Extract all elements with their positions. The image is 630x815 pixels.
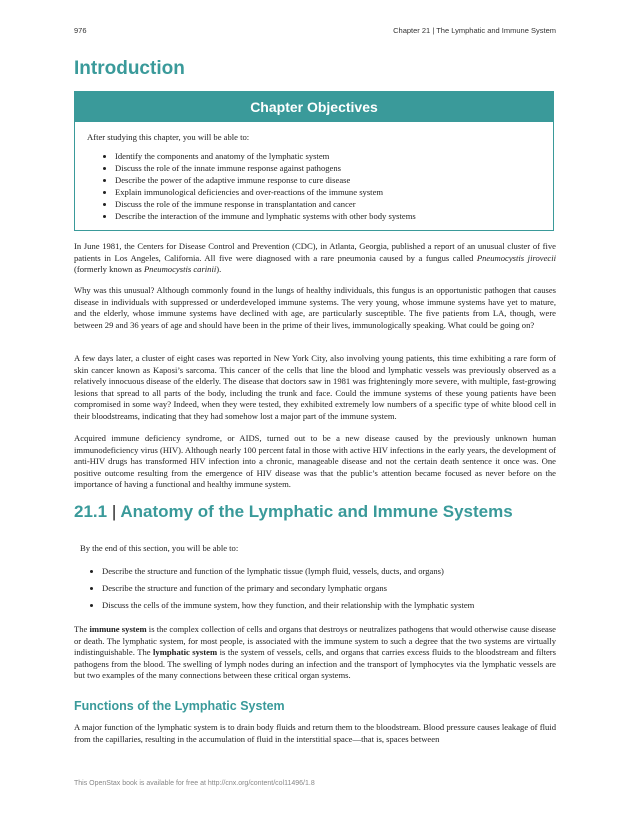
paragraph-immune-system: [74, 624, 556, 682]
goals-lead: By the end of this section, you will be able to:: [80, 543, 239, 553]
objective-item: • Describe the interaction of the immune and lymphatic systems with other body systems: [115, 211, 416, 223]
chapter-title: Chapter 21 | The Lymphatic and Immune System: [393, 26, 556, 35]
paragraph-text: ).: [216, 264, 222, 274]
chapter-objectives-box: [74, 91, 554, 231]
key-term: immune system: [89, 624, 147, 634]
subsection-heading: Functions of the Lymphatic System: [74, 699, 285, 713]
section-learning-goals: [80, 543, 550, 614]
goal-item: • Describe the structure and function of the primary and secondary lymphatic organs: [102, 580, 550, 597]
paragraph-why-unusual: Why was this unusual? Although commonly found in the lungs of healthy individuals, this fungus is an opportunistic pathogen that causes disease in individuals with suppressed or underdeveloped immune systems. The very young, whose immune systems have yet to mature, and the elderly, whose immune systems have declined with age, are particularly susceptible. The five patients from LA, though, were between 29 and 36 years of age and should have been in the prime of their lives, immunologically speaking. What could be going on?: [74, 285, 556, 330]
paragraph-aids: Acquired immune deficiency syndrome, or AIDS, turned out to be a new disease caused by the previously unknown human immunodeficiency virus (HIV). Although nearly 100 percent fatal in those with active HIV infections in the early years, the development of anti-HIV drugs has transformed HIV infection into a chronic, manageable disease and not the certain death sentence it once was. One positive outcome resulting from the emergence of HIV disease was that the public’s attention became focused as never before on the importance of having a functional and healthy immune system.: [74, 433, 556, 489]
goal-item: • Discuss the cells of the immune system, how they function, and their relationship with the lymphatic system: [102, 597, 550, 614]
key-term: lymphatic system: [153, 647, 218, 657]
section-title: Anatomy of the Lymphatic and Immune Systems: [120, 502, 513, 521]
paragraph-kaposi: A few days later, a cluster of eight cases was reported in New York City, also involving young patients, this time exhibiting a rare form of skin cancer known as Kaposi’s sarcoma. This cancer of the cells that line the blood and lymphatic vessels was previously observed as a relatively innocuous disease of the elderly. The disease that doctors saw in 1981 was frighteningly more severe, with multiple, fast-growing lesions that spread to all parts of the body, including the trunk and face. Could the immune systems of these young patients have been compromised in some way? Indeed, when they were tested, they exhibited extremely low numbers of a specific type of white blood cell in their bloodstreams, indicating that they had somehow lost a major part of the immune system.: [74, 353, 556, 421]
goal-item: • Describe the structure and function of the lymphatic tissue (lymph fluid, vessels, ducts, and organs): [102, 563, 550, 580]
paragraph-text: is the complex collection of cells and organs that destroys or neutralizes pathogens that would otherwise cause disease or death. The lymphatic system, for most people, is associated with the immune system to such a degree that the two systems are virtually indistinguishable. The: [74, 624, 556, 657]
objectives-lead: After studying this chapter, you will be able to:: [87, 132, 250, 142]
chapter-objectives-title: Chapter Objectives: [75, 92, 553, 122]
section-number: 21.1: [74, 502, 108, 521]
section-separator: |: [111, 502, 117, 521]
italic-species: Pneumocystis carinii: [143, 264, 217, 274]
paragraph-functions: A major function of the lymphatic system is to drain body fluids and return them to the bloodstream. Blood pressure causes leakage of fluid from the capillaries, resulting in the accumulation of fluid in the interstitial space—that is, spaces between: [74, 722, 556, 744]
section-heading: [74, 502, 513, 522]
paragraph-text: is the system of vessels, cells, and organs that carries excess fluids to the bloodstream and filters pathogens from the blood. The swelling of lymph nodes during an infection and the transport of lymphocytes via the lymphatic vessels are but two examples of the many connections between these critical organ systems.: [74, 647, 557, 680]
objective-item: • Identify the components and anatomy of the lymphatic system: [115, 151, 416, 163]
objective-item: • Describe the power of the adaptive immune response to cure disease: [115, 175, 416, 187]
page-number: 976: [74, 26, 87, 35]
goals-list: [80, 563, 550, 614]
page-footer: This OpenStax book is available for free at http://cnx.org/content/col11496/1.8: [74, 780, 315, 787]
paragraph-text: (formerly known as: [74, 264, 144, 274]
italic-species: Pneumocystis jirovecii: [476, 252, 556, 263]
objective-item: • Discuss the role of the innate immune response against pathogens: [115, 163, 416, 175]
introduction-heading: Introduction: [74, 58, 185, 79]
paragraph-text: In June 1981, the Centers for Disease Control and Prevention (CDC), in Atlanta, Georgia, published a report of an unusual cluster of five patients in Los Angeles, California. All five were diagnosed with a rare pneumonia caused by a fungus called: [74, 241, 556, 263]
paragraph-text: The: [74, 624, 90, 634]
objective-item: • Discuss the role of the immune response in transplantation and cancer: [115, 199, 416, 211]
objectives-list: [89, 151, 416, 222]
objective-item: • Explain immunological deficiencies and over-reactions of the immune system: [115, 187, 416, 199]
paragraph-cdc-report: [74, 241, 556, 276]
